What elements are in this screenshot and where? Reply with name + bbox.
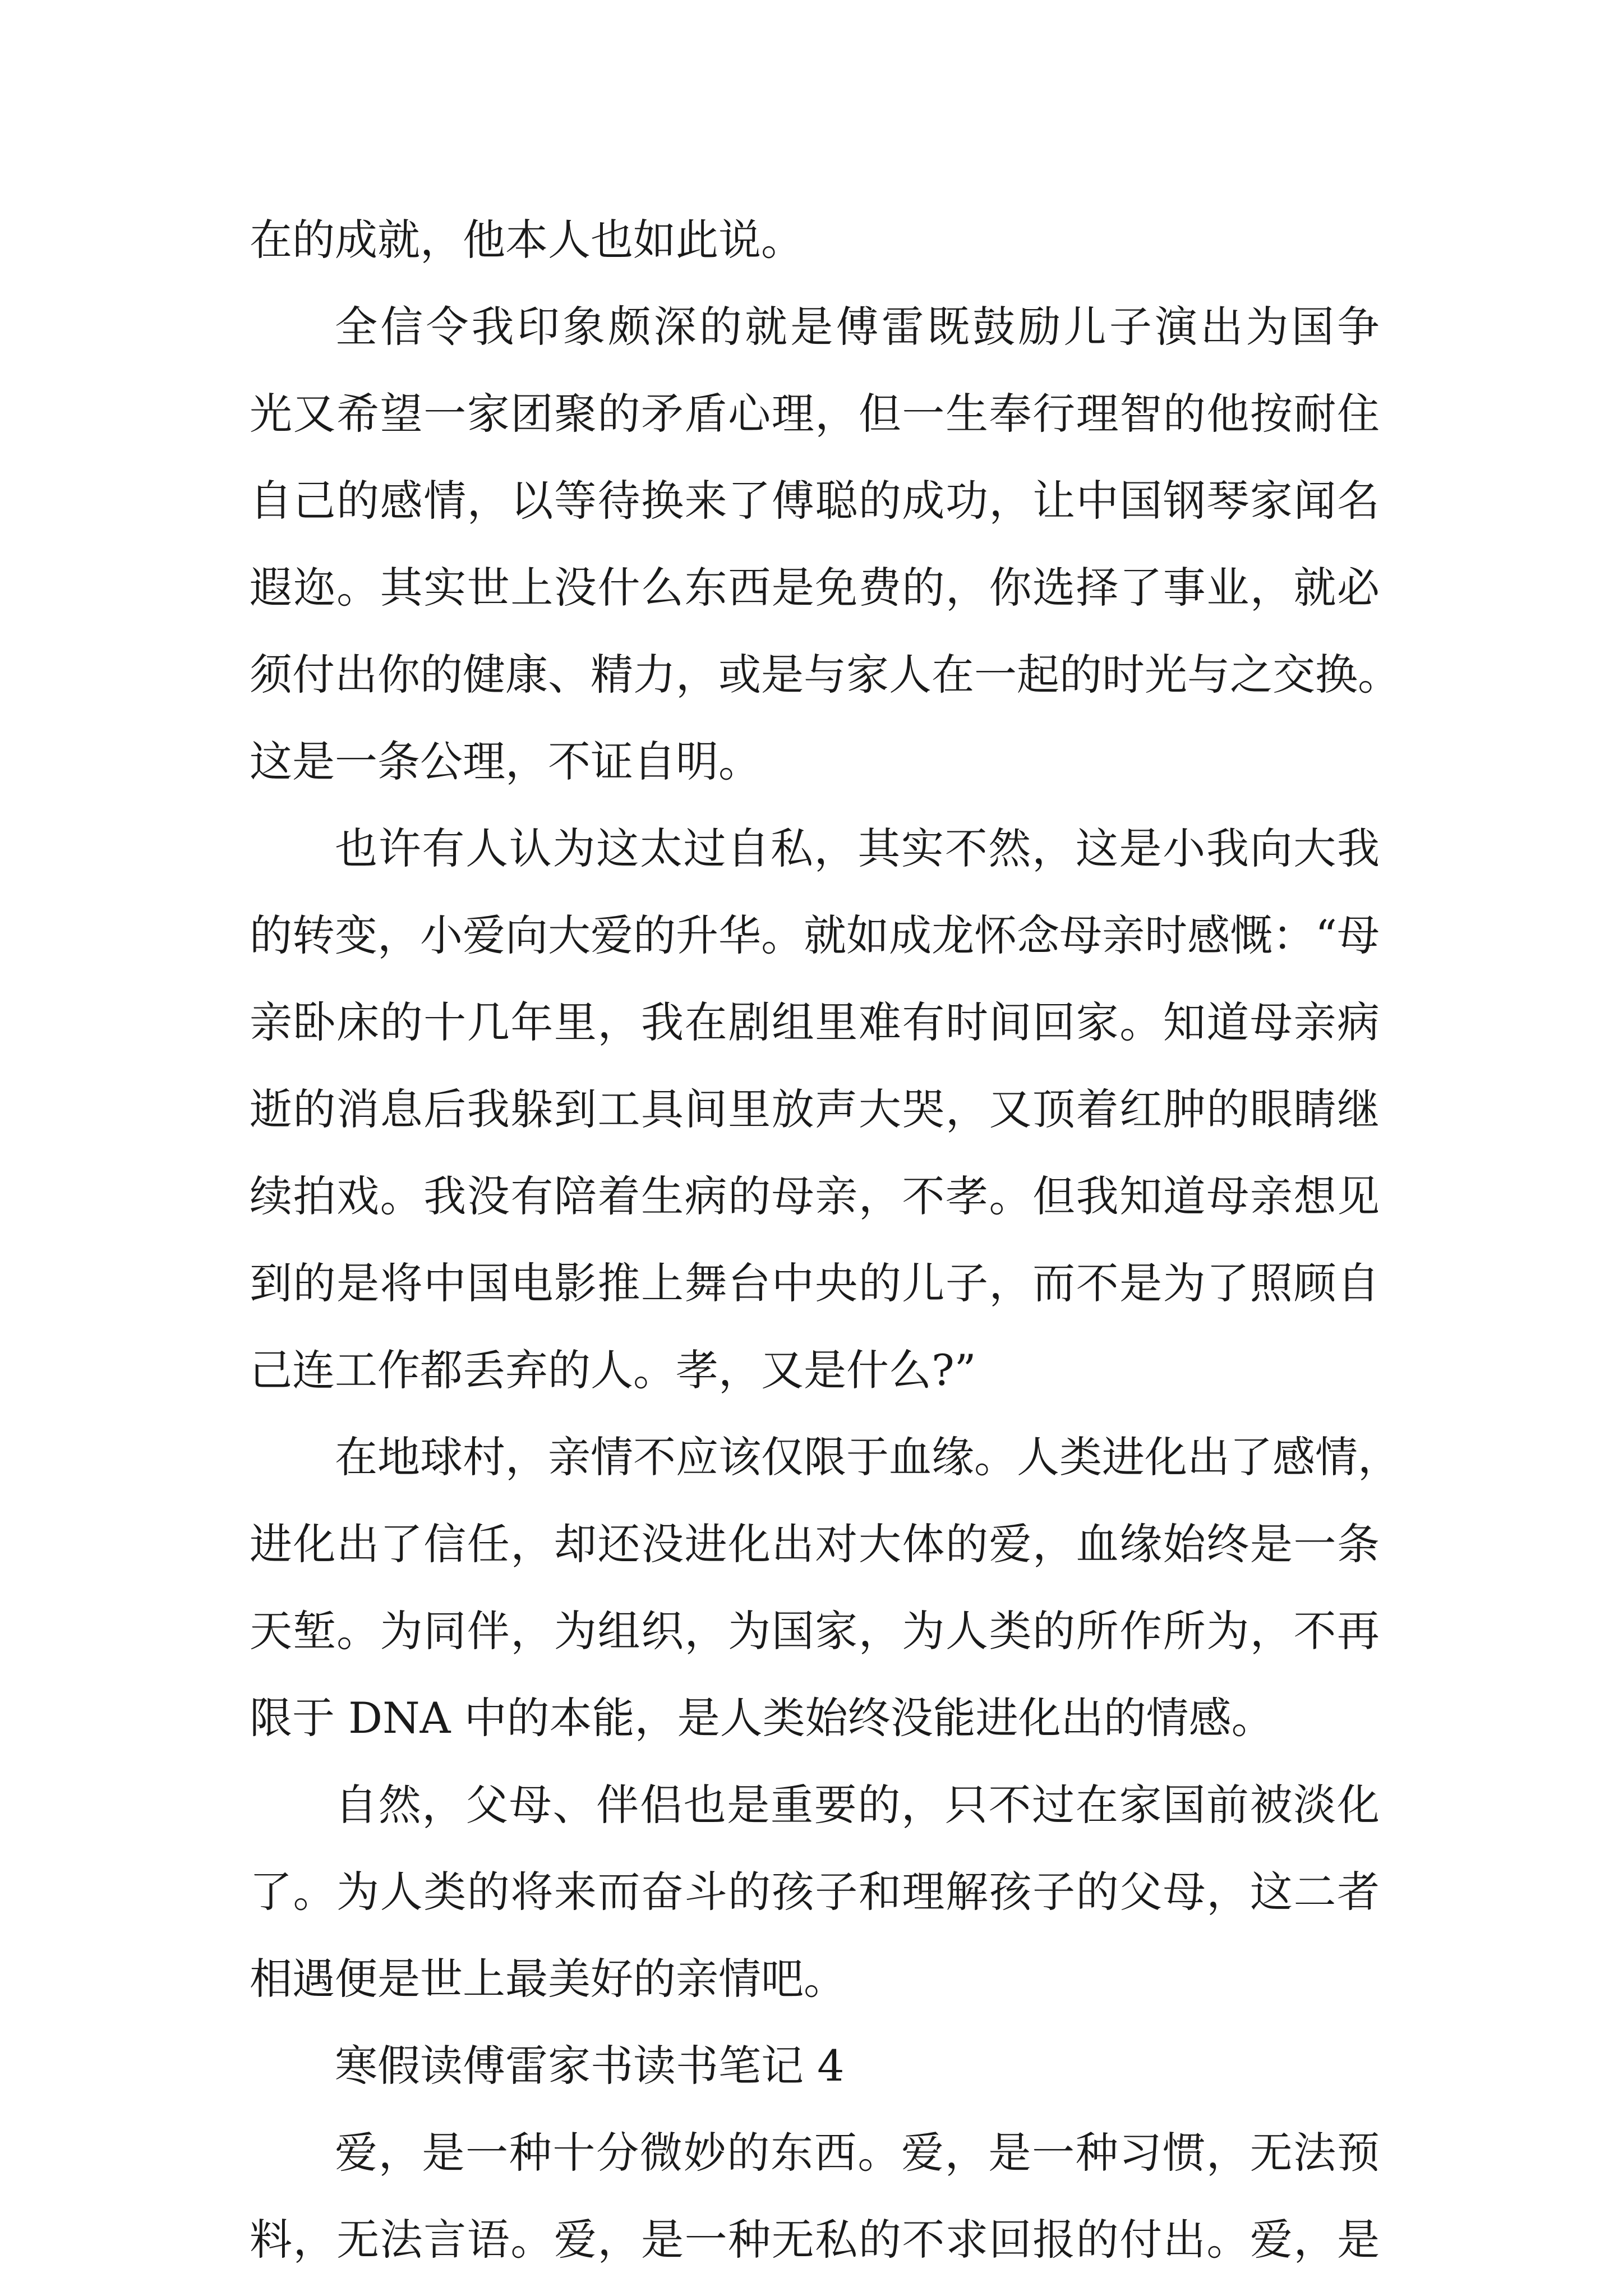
text-line: 在地球村，亲情不应该仅限于血缘。人类进化出了感情， [335, 1432, 1400, 1482]
text-line: 续拍戏。我没有陪着生病的母亲，不孝。但我知道母亲想见 [250, 1171, 1380, 1221]
text-line: 的转变，小爱向大爱的升华。就如成龙怀念母亲时感慨：“母 [250, 910, 1380, 960]
text-line: 遐迩。其实世上没什么东西是免费的，你选择了事业，就必 [250, 563, 1380, 613]
text-line: 须付出你的健康、精力，或是与家人在一起的时光与之交换。 [250, 650, 1400, 700]
text-line: 光又希望一家团聚的矛盾心理，但一生奉行理智的他按耐住 [250, 389, 1380, 439]
text-line: 自然，父母、伴侣也是重要的，只不过在家国前被淡化 [335, 1780, 1380, 1830]
section-heading: 寒假读傅雷家书读书笔记 4 [335, 2041, 845, 2091]
text-line: 亲卧床的十几年里，我在剧组里难有时间回家。知道母亲病 [250, 997, 1380, 1047]
text-line: 也许有人认为这太过自私，其实不然，这是小我向大我 [335, 823, 1380, 873]
text-line: 进化出了信任，却还没进化出对大体的爱，血缘始终是一条 [250, 1519, 1380, 1569]
text-line: 到的是将中国电影推上舞台中央的儿子，而不是为了照顾自 [250, 1258, 1380, 1308]
text-line: 料，无法言语。爱，是一种无私的不求回报的付出。爱，是 [250, 2215, 1380, 2265]
text-line: 逝的消息后我躲到工具间里放声大哭，又顶着红肿的眼睛继 [250, 1084, 1380, 1134]
text-line: 全信令我印象颇深的就是傅雷既鼓励儿子演出为国争 [335, 302, 1380, 352]
text-line: 爱，是一种十分微妙的东西。爱，是一种习惯，无法预 [335, 2128, 1380, 2178]
text-line: 天堑。为同伴，为组织，为国家，为人类的所作所为，不再 [250, 1606, 1380, 1656]
text-line: 自己的感情，以等待换来了傅聪的成功，让中国钢琴家闻名 [250, 476, 1380, 526]
text-line: 己连工作都丢弃的人。孝，又是什么?” [250, 1345, 976, 1395]
text-line: 了。为人类的将来而奋斗的孩子和理解孩子的父母，这二者 [250, 1867, 1380, 1917]
text-line: 在的成就，他本人也如此说。 [250, 215, 804, 265]
text-line: 限于 DNA 中的本能，是人类始终没能进化出的情感。 [250, 1693, 1274, 1743]
document-body [250, 196, 1400, 2283]
text-line: 这是一条公理，不证自明。 [250, 737, 761, 786]
text-line: 相遇便是世上最美好的亲情吧。 [250, 1954, 846, 2004]
